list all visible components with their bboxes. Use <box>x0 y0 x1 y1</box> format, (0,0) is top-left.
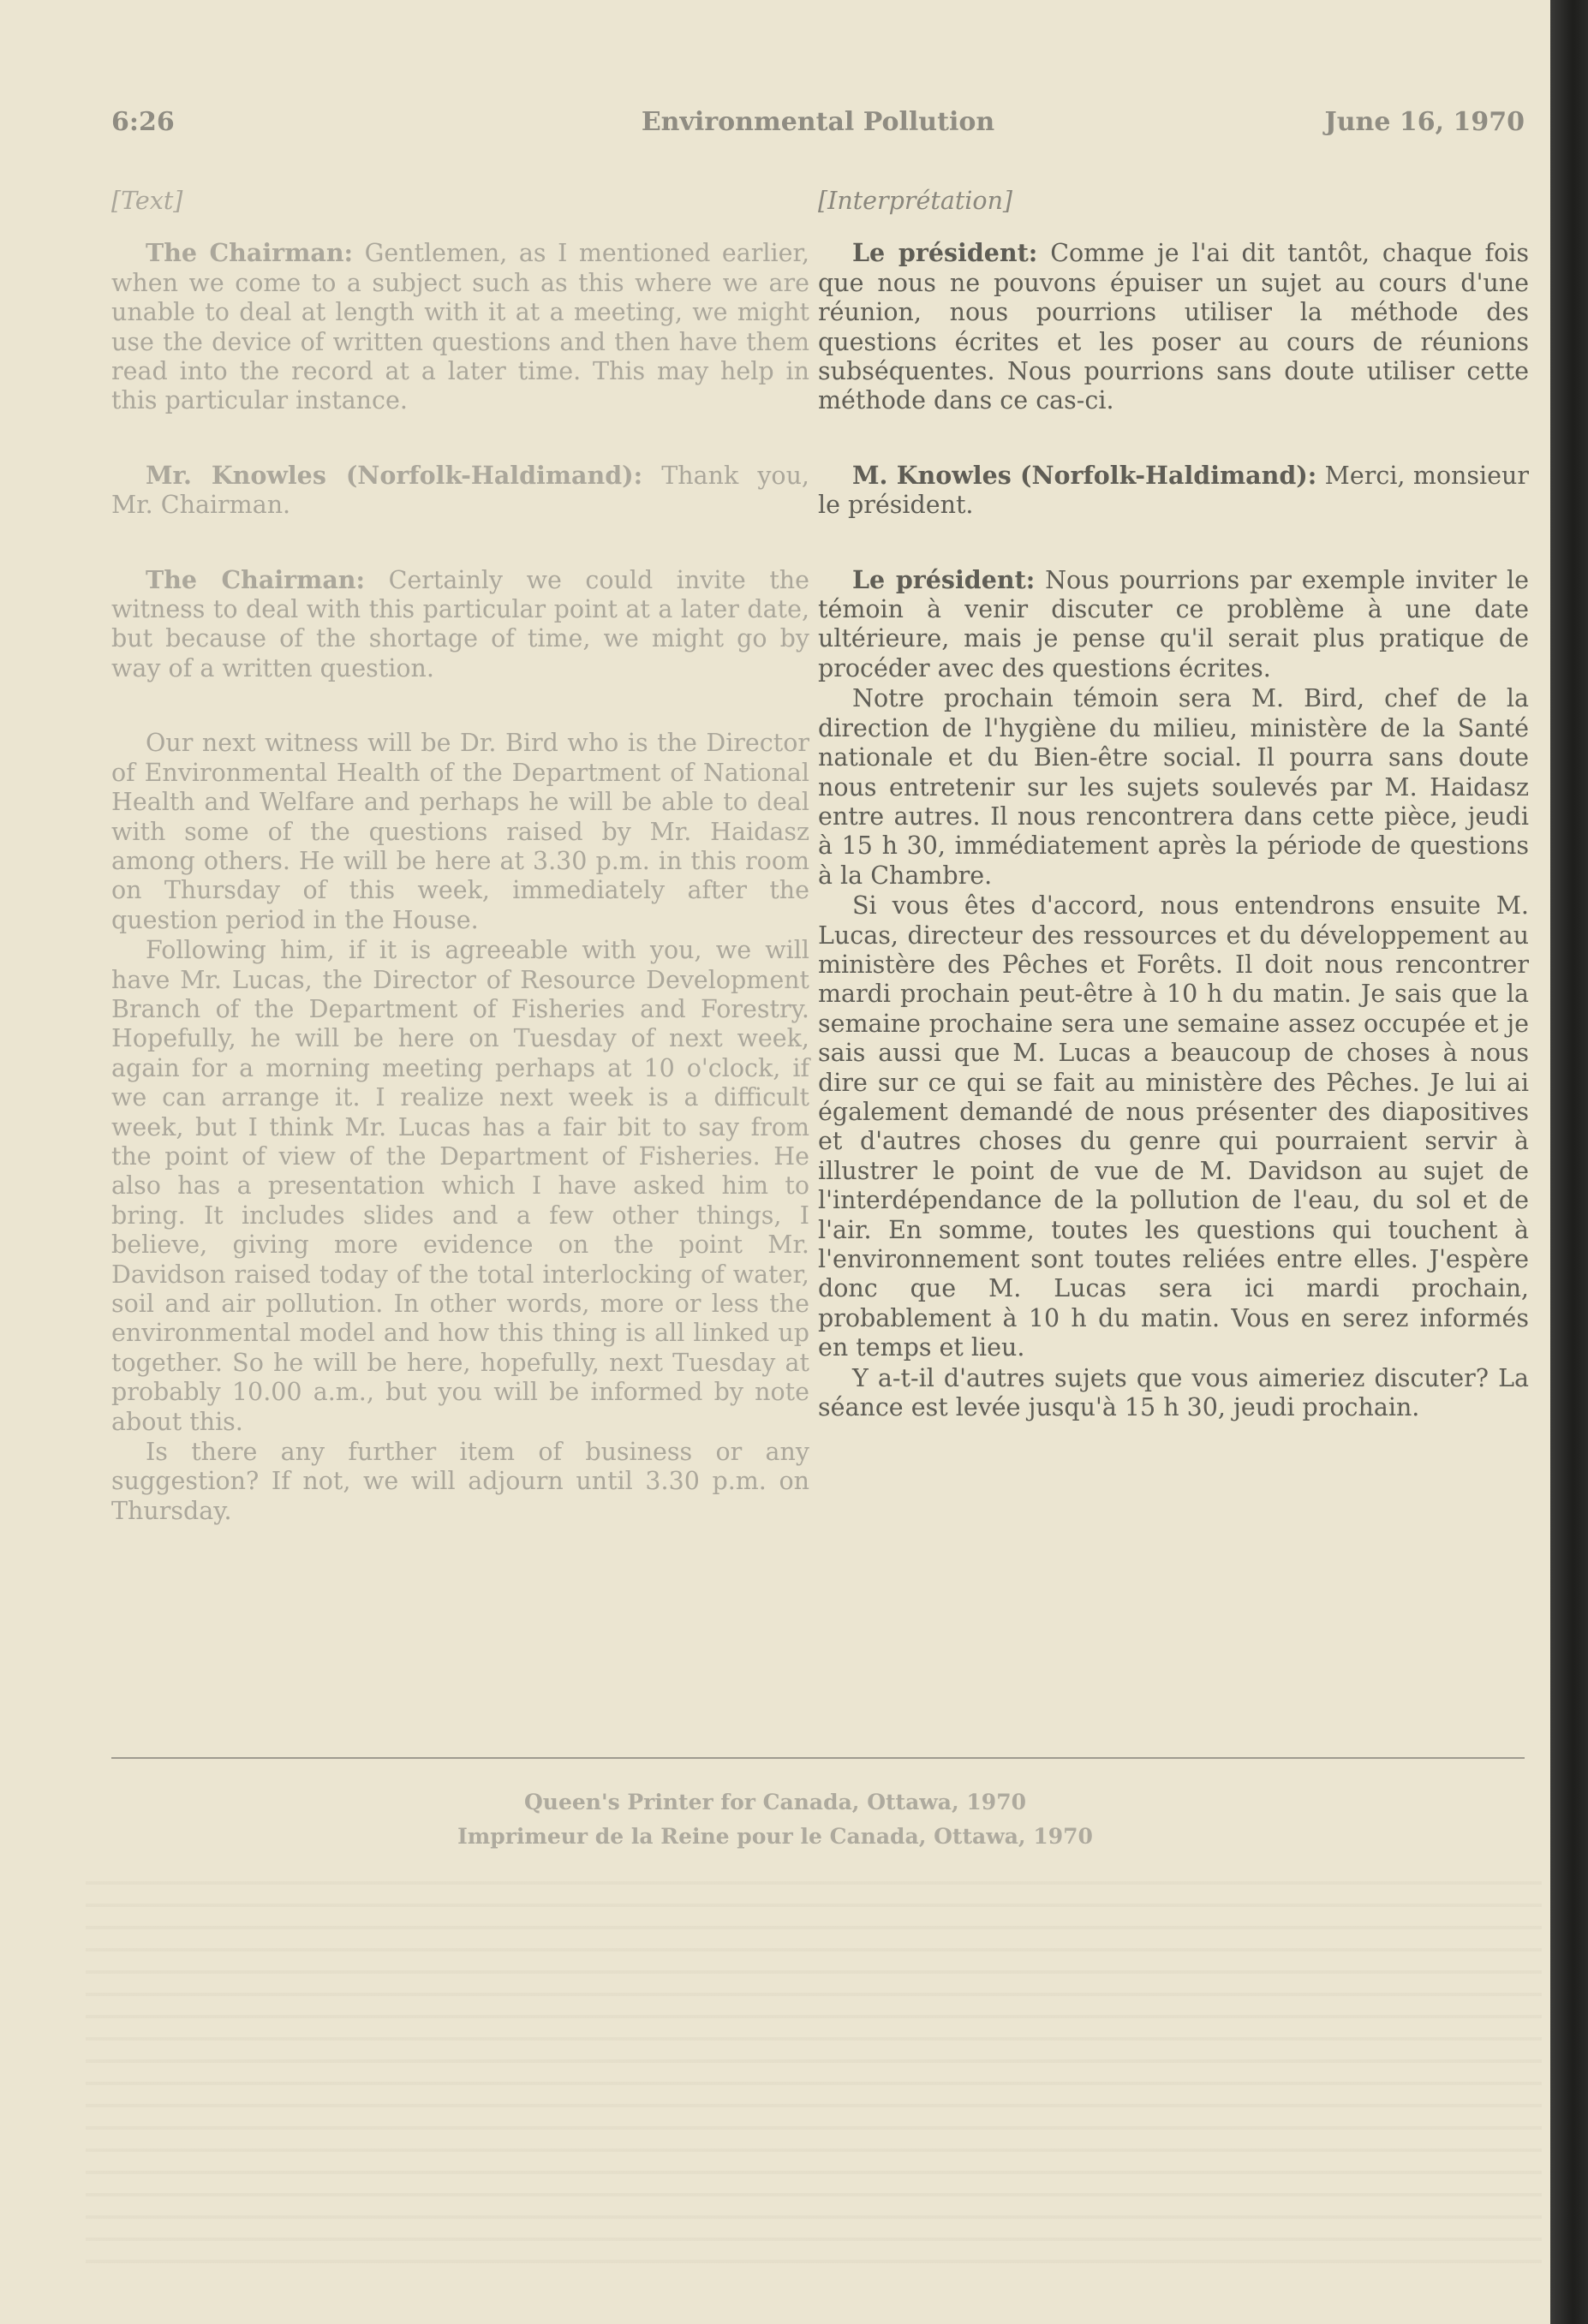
english-paragraph <box>111 461 809 521</box>
paragraph-text: Merci, monsieur le président. <box>818 461 1529 520</box>
french-column-label: [Interprétation] <box>818 187 1013 215</box>
page-binding-edge <box>1550 0 1588 2324</box>
header-date: June 16, 1970 <box>1324 107 1525 137</box>
english-column <box>111 187 809 1526</box>
paragraph-text: Certainly we could invite the witness to deal with this particular point at a later date, but because of the shortage of time, we might go by way of a written question. <box>111 565 810 682</box>
speaker-name: Mr. Knowles (Norfolk-Haldimand): <box>146 460 643 490</box>
french-paragraph <box>818 565 1529 684</box>
speaker-name: The Chairman: <box>146 564 366 594</box>
paragraph-text: Following him, if it is agreeable with you, we will have Mr. Lucas, the Director of Resource Development Branch of the Department of Fisheries and Forestry. Hopefully, he will be here on Tuesday of next week, again for a morning meeting perhaps at 10 o'clock, if we can arrange it. I realize next week is a difficult week, but I think Mr. Lucas has a fair bit to say from the point of view of the Department of Fisheries. He also has a presentation which I have asked him to bring. It includes slides and a few other things, I believe, giving more evidence on the point Mr. Davidson raised today of the total interlocking of water, soil and air pollution. In other words, more or less the environmental model and how this thing is all linked up together. So he will be here, hopefully, next Tuesday at probably 10.00 a.m., but you will be informed by note about this. <box>111 936 809 1436</box>
english-paragraph <box>111 935 809 1437</box>
paragraph-text: Our next witness will be Dr. Bird who is the Director of Environmental Health of the Department of National Health and Welfare and perhaps he will be able to deal with some of the questions raised by Mr. Haidasz among others. He will be here at 3.30 p.m. in this room on Thursday of this week, immediately after the question period in the House. <box>111 729 809 934</box>
paragraph-text: Is there any further item of business or any suggestion? If not, we will adjourn until 3.30 p.m. on Thursday. <box>111 1438 809 1525</box>
french-paragraph <box>818 891 1529 1363</box>
french-paragraph <box>818 461 1529 521</box>
speaker-name: M. Knowles (Norfolk-Haldimand): <box>852 460 1317 490</box>
paragraph-text: Y a-t-il d'autres sujets que vous aimeriez discuter? La séance est levée jusqu'à 15 h 30, jeudi prochain. <box>818 1363 1529 1422</box>
footer-divider <box>111 1757 1525 1759</box>
english-paragraph <box>111 565 809 684</box>
paragraph-text: Thank you, Mr. Chairman. <box>111 461 809 520</box>
english-paragraph <box>111 238 809 415</box>
speaker-name: Le président: <box>852 564 1036 594</box>
speaker-name: Le président: <box>852 238 1038 268</box>
french-paragraph <box>818 238 1529 415</box>
paragraph-text: Si vous êtes d'accord, nous entendrons ensuite M. Lucas, directeur des ressources et du développement au ministère des Pêches et Forêts. Il doit nous rencontrer mardi prochain peut-être à 10 h du matin. Je sais que la semaine prochaine sera une semaine assez occupée et je sais aussi que M. Lucas a beaucoup de choses à nous dire sur ce qui se fait au ministère des Pêches. Je lui ai également demandé de nous présenter des diapositives et d'autres choses du genre qui pourraient servir à illustrer le point de vue de M. Davidson au sujet de l'interdépendance de la pollution de l'eau, du sol et de l'air. En somme, toutes les questions qui touchent à l'environnement sont toutes reliées entre elles. J'espère donc que M. Lucas sera ici mardi prochain, probablement à 10 h du matin. Vous en serez informés en temps et lieu. <box>818 891 1529 1362</box>
page-number: 6:26 <box>111 107 175 137</box>
french-paragraph <box>818 683 1529 891</box>
bleed-through-texture <box>86 1862 1542 2273</box>
english-column-label: [Text] <box>111 187 183 215</box>
printer-credit-french: Imprimeur de la Reine pour le Canada, Ottawa, 1970 <box>457 1824 1093 1849</box>
page-header <box>111 107 1525 158</box>
english-paragraph <box>111 1437 809 1526</box>
speaker-name: The Chairman: <box>146 238 354 268</box>
french-column <box>818 187 1529 1422</box>
paragraph-text: Gentlemen, as I mentioned earlier, when we come to a subject such as this where we are unable to deal at length with it at a meeting, we might use the device of written questions and then have them read into the record at a later time. This may help in this particular instance. <box>111 239 810 415</box>
paragraph-text: Notre prochain témoin sera M. Bird, chef de la direction de l'hygiène du milieu, ministère de la Santé nationale et du Bien-être social. Il pourra sans doute nous entretenir sur les sujets soulevés par M. Haidasz entre autres. Il nous rencontrera dans cette pièce, jeudi à 15 h 30, immédiatement après la période de questions à la Chambre. <box>818 684 1529 890</box>
running-title: Environmental Pollution <box>641 107 995 137</box>
french-paragraph <box>818 1363 1529 1423</box>
paragraph-text: Nous pourrions par exemple inviter le témoin à venir discuter ce problème à une date ultérieure, mais je pense qu'il serait plus pratique de procéder avec des questions écrites. <box>818 565 1529 682</box>
printer-credit-english: Queen's Printer for Canada, Ottawa, 1970 <box>524 1790 1026 1815</box>
english-paragraph <box>111 728 809 935</box>
paragraph-text: Comme je l'ai dit tantôt, chaque fois que nous ne pouvons épuiser un sujet au cours d'une réunion, nous pourrions utiliser la méthode des questions écrites et les poser au cours de réunions subséquentes. Nous pourrions sans doute utiliser cette méthode dans ce cas-ci. <box>818 239 1529 415</box>
